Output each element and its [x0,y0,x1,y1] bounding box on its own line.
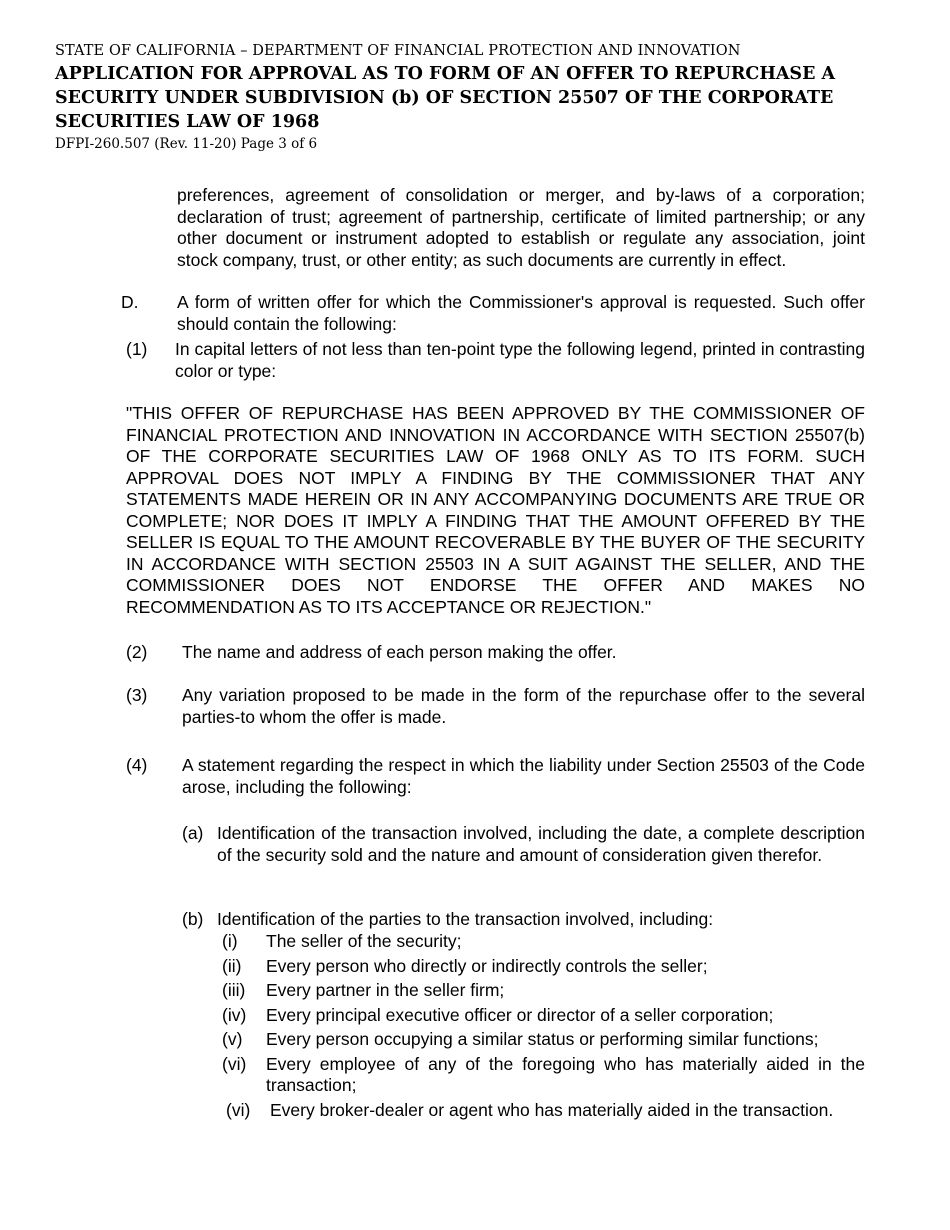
form-number: DFPI-260.507 (Rev. 11-20) Page 3 of 6 [55,136,318,152]
list-item-text: Every partner in the seller firm; [266,980,505,1000]
form-header [55,40,875,154]
item-4 [126,755,865,798]
approval-legend: "THIS OFFER OF REPURCHASE HAS BEEN APPROVED BY THE COMMISSIONER OF FINANCIAL PROTECTION AND INNOVATION IN ACCORDANCE WITH SECTION 25507(b) OF THE CORPORATE SECURITIES LAW OF 1968 ONLY AS TO ITS FORM. SUCH APPROVAL DOES NOT IMPLY A FINDING BY THE COMMISSIONER THAT ANY STATEMENTS MADE HEREIN OR IN ANY ACCOMPANYING DOCUMENTS ARE TRUE OR COMPLETE; NOR DOES IT IMPLY A FINDING THAT THE AMOUNT OFFERED BY THE SELLER IS EQUAL TO THE AMOUNT RECOVERABLE BY THE BUYER OF THE SECURITY IN ACCORDANCE WITH SECTION 25503 IN A SUIT AGAINST THE SELLER, AND THE COMMISSIONER DOES NOT ENDORSE THE OFFER AND MAKES NO RECOMMENDATION AS TO ITS ACCEPTANCE OR REJECTION." [126,403,865,617]
item-2 [126,642,865,664]
item-1 [126,339,865,382]
item-2-marker: (2) [126,642,148,662]
list-item [222,980,865,1002]
list-item [222,931,865,953]
list-item-text: The seller of the security; [266,931,462,951]
item-d [121,292,865,335]
form-title-line-3: SECURITIES LAW OF 1968 [55,112,320,132]
list-item [222,956,865,978]
item-4a-marker: (a) [182,823,204,843]
list-item-text: Every broker-dealer or agent who has materially aided in the transaction. [270,1099,834,1120]
list-item [226,1100,865,1122]
list-item [222,1029,865,1051]
item-1-text: In capital letters of not less than ten-point type the following legend, printed in contrasting color or type: [175,339,865,381]
list-item-text: Every employee of any of the foregoing who has materially aided in the transaction; [266,1053,865,1095]
item-3-marker: (3) [126,685,148,705]
item-4a [182,823,865,866]
form-title-line-1: APPLICATION FOR APPROVAL AS TO FORM OF AN OFFER TO REPURCHASE A [55,64,836,84]
item-3 [126,685,865,728]
list-item-marker: (v) [222,1029,243,1049]
list-item [222,1005,865,1027]
parties-list [222,931,865,1124]
item-d-text: A form of written offer for which the Commissioner's approval is requested. Such offer should contain the following: [177,292,865,334]
list-item-text: Every principal executive officer or director of a seller corporation; [266,1004,774,1025]
item-d-marker: D. [121,292,139,312]
item-4b-text: Identification of the parties to the transaction involved, including: [217,909,714,929]
list-item [222,1054,865,1097]
list-item-text: Every person occupying a similar status or performing similar functions; [266,1029,819,1049]
list-item-marker: (vi) [226,1099,251,1120]
list-item-marker: (i) [222,931,238,951]
item-2-text: The name and address of each person making the offer. [182,642,617,662]
list-item-text: Every person who directly or indirectly controls the seller; [266,955,708,976]
item-4-marker: (4) [126,755,148,775]
continued-paragraph: preferences, agreement of consolidation or merger, and by-laws of a corporation; declaration of trust; agreement of partnership, certificate of limited partnership; or any other document or instrument adopted to establish or regulate any association, joint stock company, trust, or other entity; as such documents are currently in effect. [177,185,865,270]
item-4-text: A statement regarding the respect in which the liability under Section 25503 of the Code arose, including the following: [182,755,865,797]
list-item-marker: (iii) [222,980,246,1000]
list-item-marker: (ii) [222,955,242,976]
agency-name: STATE OF CALIFORNIA – DEPARTMENT OF FINANCIAL PROTECTION AND INNOVATION [55,43,741,59]
list-item-marker: (vi) [222,1053,247,1074]
item-4a-text: Identification of the transaction involved, including the date, a complete description of the security sold and the nature and amount of consideration given therefor. [217,823,865,865]
item-4b-marker: (b) [182,909,204,929]
item-4b [182,909,865,931]
item-1-marker: (1) [126,339,148,359]
item-3-text: Any variation proposed to be made in the form of the repurchase offer to the several parties-to whom the offer is made. [182,685,865,727]
form-title-line-2: SECURITY UNDER SUBDIVISION (b) OF SECTION 25507 OF THE CORPORATE [55,88,834,108]
list-item-marker: (iv) [222,1004,247,1025]
